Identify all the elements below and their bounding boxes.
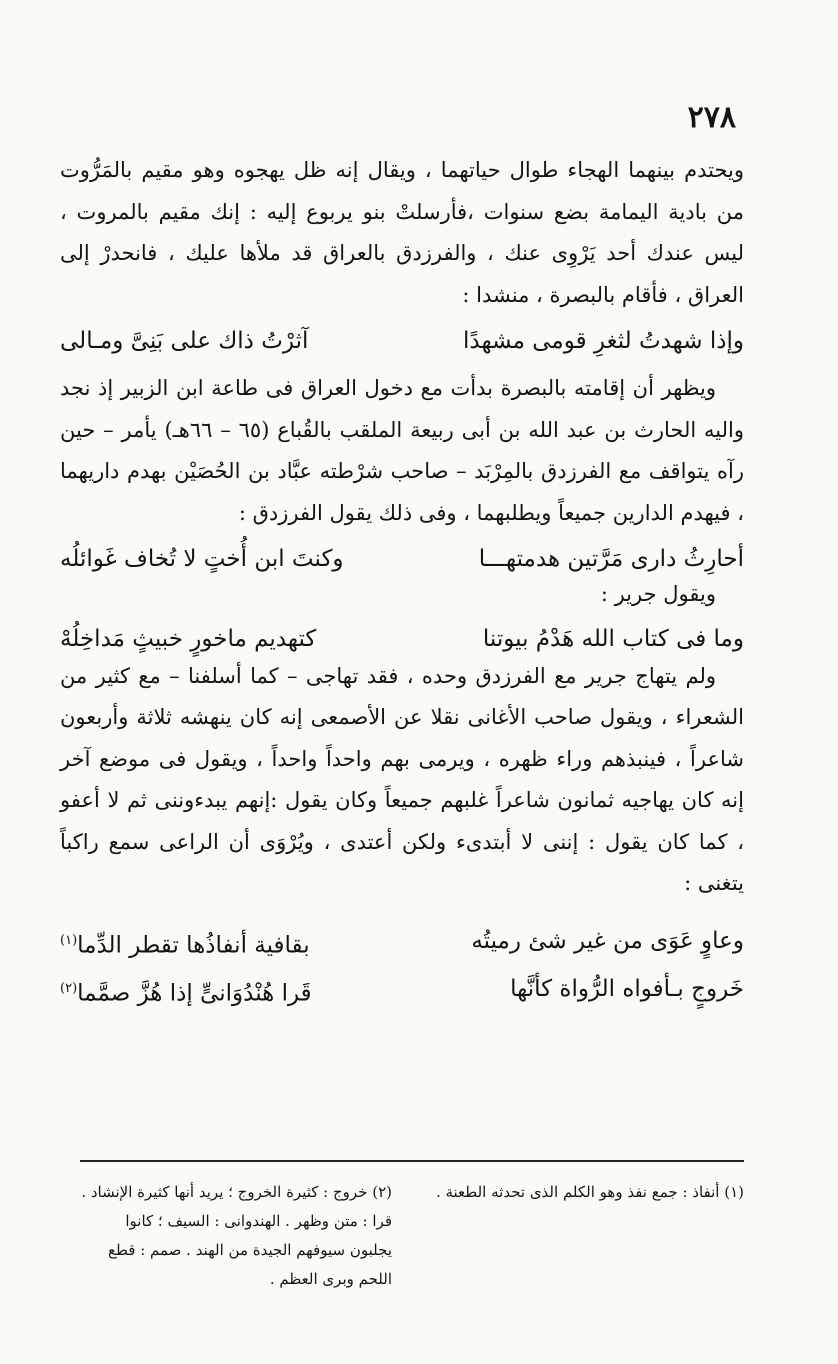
verse-5-first-hemistich: خَروجٍ بـأفواه الرُّواة كأنَّها xyxy=(510,976,744,1003)
paragraph-4: ولم يتهاج جرير مع الفرزدق وحده ، فقد تهاجى – كما أسلفنا – مع كثير من الشعراء ، ويقول صاحب الأغانى نقلا عن الأصمعى إنه كان ينهشه ثلاثة وأربعون شاعراً ، فينبذهم وراء ظهره ، ويرمى بهم واحداً واحداً ، ويقول فى موضع آخر إنه كان يهاجيه ثمانون شاعراً غلبهم جميعاً وكان يقول :إنهم يبدءوننى ثم لا أعفو ، كما كان يقول : إننى لا أبتدىء ولكن أعتدى ، ويُرْوَى أن الراعى سمع راكباً يتغنى : xyxy=(60,663,744,895)
footnote-ref-2: (٢) xyxy=(60,981,78,997)
paragraph-2: ويظهر أن إقامته بالبصرة بدأت مع دخول العراق فى طاعة ابن الزبير إذ نجد واليه الحارث بن عبد الله بن أبى ربيعة الملقب بالقُباع (٦٥ – ٦٦هـ) يأمر – حين رآه يتواقف مع الفرزدق بالمِرْبَد – صاحب شرْطته عبَّاد بن الحُصَيْن بهدم داريهما ، فيهدم الدارين جميعاً ويطلبهما ، وفى ذلك يقول الفرزدق : xyxy=(60,376,745,525)
verse-1-second-hemistich: آثرْتُ ذاك على بَنِىَّ ومـالى xyxy=(60,328,309,354)
verse-4-first-hemistich: وعاوٍ عَوَى من غير شئ رميتُه xyxy=(471,927,744,954)
verse-2 xyxy=(60,546,744,572)
page-number: ٢٧٨ xyxy=(687,100,736,135)
verse-4-second-hemistich xyxy=(60,919,310,968)
footnote-2: (٢) خروج : كثيرة الخروج ؛ يريد أنها كثيرة الإنشاد . قرا : متن وظهر . الهندوانى : السيف ؛ كانوا يجلبون سيوفهم الجيدة من الهند . صمم : قطع اللحم وبرى العظم . xyxy=(81,1183,392,1288)
footnote-ref-1: (١) xyxy=(60,932,78,948)
body-text xyxy=(60,150,744,1016)
verse-3 xyxy=(60,626,744,652)
paragraph-1: ويحتدم بينهما الهجاء طوال حياتهما ، ويقال إنه ظل يهجوه وهو مقيم بالمَرُّوت من بادية اليمامة بضع سنوات ،فأرسلتْ بنو يربوع إليه : إنك مقيم بالمروت ، ليس عندك أحد يَرْوِى عنك ، والفرزدق بالعراق قد ملأها عليك ، فانحدرْ إلى العراق ، فأقام بالبصرة ، منشدا : xyxy=(60,158,744,307)
verse-4 xyxy=(60,919,744,968)
footnote-column-right xyxy=(432,1178,744,1294)
verse-2-first-hemistich: أحارِثُ دارى مَرَّتين هدمتهـــا xyxy=(478,546,744,572)
verse-5-second-hemistich xyxy=(60,967,312,1016)
verse-3-first-hemistich: وما فى كتاب الله هَدْمُ بيوتنا xyxy=(482,625,744,652)
verse-2-second-hemistich: وكنتَ ابن أُختٍ لا تُخاف غَوائلُه xyxy=(60,546,344,572)
footnotes xyxy=(80,1160,744,1294)
verse-5-second-text: قَرا هُنْدُوَانىٍّ إذا هُزَّ صمَّما xyxy=(77,980,312,1007)
verse-3-second-hemistich: كتهديم ماخورٍ خبيثٍ مَداخِلُهْ xyxy=(60,625,317,652)
paragraph-3: ويقول جرير : xyxy=(600,582,716,606)
verse-5 xyxy=(60,967,744,1016)
verse-1-first-hemistich: وإذا شهدتُ لثغرِ قومى مشهدًا xyxy=(463,328,744,354)
verse-1 xyxy=(60,328,744,354)
verse-4-second-text: بقافية أنفاذُها تقطر الدِّما xyxy=(77,932,310,959)
footnote-column-left xyxy=(80,1178,392,1294)
footnote-1: (١) أنفاذ : جمع نفذ وهو الكلم الذى تحدثه الطعنة . xyxy=(435,1183,744,1201)
